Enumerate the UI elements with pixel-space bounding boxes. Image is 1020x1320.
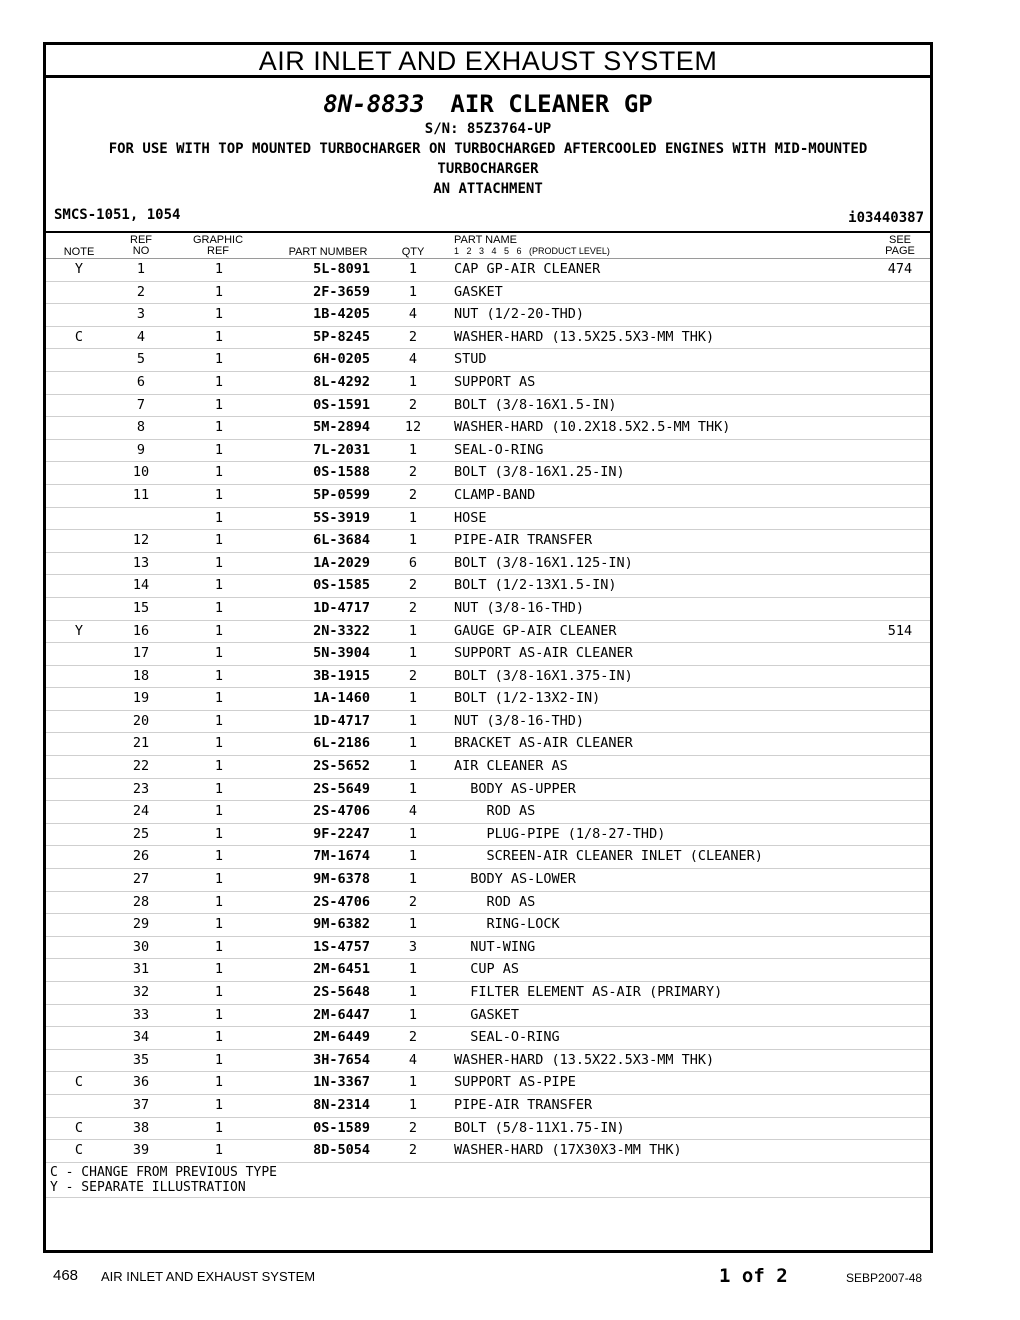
graphic-ref-cell: 1 bbox=[214, 464, 224, 481]
part-number-cell: 0S-1589 bbox=[313, 1119, 370, 1136]
part-number-cell: 5N-3904 bbox=[313, 645, 370, 662]
table-row bbox=[46, 711, 930, 734]
smcs-codes: SMCS-1051, 1054 bbox=[54, 207, 181, 223]
graphic-ref-cell: 1 bbox=[214, 509, 224, 526]
graphic-ref-cell: 1 bbox=[214, 283, 224, 300]
part-name-cell: GASKET bbox=[454, 283, 503, 300]
part-number-cell: 8N-2314 bbox=[313, 1096, 370, 1113]
table-row bbox=[46, 417, 930, 440]
part-number-cell: 2S-4706 bbox=[313, 803, 370, 820]
table-row bbox=[46, 621, 930, 644]
note-cell: Y bbox=[74, 261, 84, 277]
graphic-ref-cell: 1 bbox=[214, 577, 224, 594]
part-number-cell: 2S-5649 bbox=[313, 780, 370, 797]
footer-page-number: 468 bbox=[53, 1267, 79, 1284]
ref-no-cell: 32 bbox=[132, 984, 150, 1000]
graphic-ref-cell: 1 bbox=[214, 306, 224, 323]
part-name-cell: NUT-WING bbox=[454, 938, 536, 955]
ref-no-cell: 31 bbox=[132, 961, 150, 978]
graphic-ref-cell: 1 bbox=[214, 961, 224, 978]
part-number-cell: 9F-2247 bbox=[313, 825, 370, 842]
qty-cell: 1 bbox=[408, 871, 418, 888]
notes-legend bbox=[46, 1163, 930, 1198]
ref-no-cell: 4 bbox=[136, 328, 146, 345]
group-part-number: 8N-8833 bbox=[323, 90, 425, 118]
ref-no-cell: 26 bbox=[132, 848, 150, 865]
qty-cell: 1 bbox=[408, 1074, 418, 1091]
qty-cell: 2 bbox=[408, 667, 418, 684]
note-cell: C bbox=[74, 1119, 84, 1136]
part-name-cell: PIPE-AIR TRANSFER bbox=[454, 1096, 593, 1113]
table-row bbox=[46, 982, 930, 1005]
graphic-ref-cell: 1 bbox=[214, 554, 224, 571]
part-name-cell: BOLT (3/8-16X1.125-IN) bbox=[454, 554, 633, 571]
part-name-cell: BRACKET AS-AIR CLEANER bbox=[454, 735, 633, 752]
note-cell: C bbox=[74, 1074, 84, 1091]
table-row bbox=[46, 598, 930, 621]
table-row bbox=[46, 553, 930, 576]
qty-cell: 1 bbox=[408, 1006, 418, 1023]
table-row bbox=[46, 892, 930, 915]
qty-cell: 2 bbox=[408, 577, 418, 594]
table-row bbox=[46, 575, 930, 598]
column-header-note: NOTE bbox=[63, 246, 95, 258]
graphic-ref-cell: 1 bbox=[214, 712, 224, 729]
qty-cell: 1 bbox=[408, 984, 418, 1000]
ref-no-cell: 1 bbox=[136, 261, 146, 277]
table-row bbox=[46, 258, 930, 282]
part-number-cell: 6L-3684 bbox=[313, 532, 370, 549]
part-name-cell: BOLT (1/2-13X2-IN) bbox=[454, 690, 601, 707]
qty-cell: 3 bbox=[408, 938, 418, 955]
system-title: AIR INLET AND EXHAUST SYSTEM bbox=[46, 45, 930, 78]
footer-doc-id: SEBP2007-48 bbox=[846, 1271, 923, 1285]
graphic-ref-cell: 1 bbox=[214, 645, 224, 662]
ref-no-cell: 16 bbox=[132, 622, 150, 639]
graphic-ref-cell: 1 bbox=[214, 622, 224, 639]
ref-no-cell: 23 bbox=[132, 780, 150, 797]
ref-no-cell: 18 bbox=[132, 667, 150, 684]
note-cell: Y bbox=[74, 622, 84, 639]
qty-cell: 2 bbox=[408, 893, 418, 910]
ref-no-cell: 7 bbox=[136, 396, 146, 413]
qty-cell: 2 bbox=[408, 396, 418, 413]
qty-cell: 1 bbox=[408, 1096, 418, 1113]
graphic-ref-cell: 1 bbox=[214, 1029, 224, 1046]
part-number-cell: 2N-3322 bbox=[313, 622, 370, 639]
part-name-cell: AIR CLEANER AS bbox=[454, 758, 568, 775]
ref-no-cell: 39 bbox=[132, 1142, 150, 1159]
table-row bbox=[46, 462, 930, 485]
part-number-cell: 2M-6451 bbox=[313, 961, 370, 978]
qty-cell: 12 bbox=[404, 419, 422, 436]
table-row bbox=[46, 372, 930, 395]
ref-no-cell: 15 bbox=[132, 599, 150, 616]
qty-cell: 1 bbox=[408, 532, 418, 549]
ref-no-cell: 9 bbox=[136, 441, 146, 458]
table-row bbox=[46, 733, 930, 756]
ref-no-cell: 22 bbox=[132, 758, 150, 775]
part-number-cell: 1S-4757 bbox=[313, 938, 370, 955]
ref-no-cell: 25 bbox=[132, 825, 150, 842]
graphic-ref-cell: 1 bbox=[214, 396, 224, 413]
part-number-cell: 9M-6382 bbox=[313, 916, 370, 933]
see-page-cell: 474 bbox=[887, 261, 913, 277]
graphic-ref-cell: 1 bbox=[214, 373, 224, 390]
table-row bbox=[46, 959, 930, 982]
graphic-ref-cell: 1 bbox=[214, 599, 224, 616]
part-name-cell: WASHER-HARD (10.2X18.5X2.5-MM THK) bbox=[454, 419, 731, 436]
qty-cell: 1 bbox=[408, 961, 418, 978]
part-number-cell: 7L-2031 bbox=[313, 441, 370, 458]
column-header-graphic-ref: GRAPHIC REF bbox=[192, 234, 244, 257]
part-name-cell: NUT (3/8-16-THD) bbox=[454, 599, 585, 616]
part-name-cell: CUP AS bbox=[454, 961, 520, 978]
part-number-cell: 1A-2029 bbox=[313, 554, 370, 571]
column-header-see-page: SEE PAGE bbox=[885, 234, 915, 257]
legend-item: C - CHANGE FROM PREVIOUS TYPE bbox=[50, 1164, 277, 1180]
footer-page-of: 1 of 2 bbox=[719, 1265, 788, 1287]
part-number-cell: 9M-6378 bbox=[313, 871, 370, 888]
part-number-cell: 2M-6449 bbox=[313, 1029, 370, 1046]
part-name-cell: NUT (1/2-20-THD) bbox=[454, 306, 585, 323]
ref-no-cell: 21 bbox=[132, 735, 150, 752]
part-name-cell: NUT (3/8-16-THD) bbox=[454, 712, 585, 729]
note-cell: C bbox=[74, 1142, 84, 1159]
table-row bbox=[46, 1140, 930, 1163]
part-number-cell: 8D-5054 bbox=[313, 1142, 370, 1159]
part-number-cell: 3H-7654 bbox=[313, 1051, 370, 1068]
illustration-id: i03440387 bbox=[848, 210, 924, 226]
column-header-part-number: PART NUMBER bbox=[288, 246, 368, 258]
table-row bbox=[46, 1095, 930, 1118]
table-row bbox=[46, 688, 930, 711]
graphic-ref-cell: 1 bbox=[214, 351, 224, 368]
qty-cell: 1 bbox=[408, 441, 418, 458]
part-number-cell: 8L-4292 bbox=[313, 373, 370, 390]
legend-item: Y - SEPARATE ILLUSTRATION bbox=[50, 1179, 246, 1195]
part-name-cell: BOLT (5/8-11X1.75-IN) bbox=[454, 1119, 625, 1136]
part-name-cell: GASKET bbox=[454, 1006, 520, 1023]
part-number-cell: 7M-1674 bbox=[313, 848, 370, 865]
ref-no-cell: 28 bbox=[132, 893, 150, 910]
ref-no-cell: 5 bbox=[136, 351, 146, 368]
part-number-cell: 1D-4717 bbox=[313, 599, 370, 616]
part-name-cell: SUPPORT AS-PIPE bbox=[454, 1074, 576, 1091]
ref-no-cell: 27 bbox=[132, 871, 150, 888]
part-number-cell: 6L-2186 bbox=[313, 735, 370, 752]
graphic-ref-cell: 1 bbox=[214, 893, 224, 910]
table-row bbox=[46, 643, 930, 666]
qty-cell: 2 bbox=[408, 599, 418, 616]
column-header-ref-no: REF NO bbox=[130, 234, 152, 257]
qty-cell: 1 bbox=[408, 261, 418, 277]
qty-cell: 1 bbox=[408, 848, 418, 865]
part-number-cell: 0S-1585 bbox=[313, 577, 370, 594]
qty-cell: 1 bbox=[408, 758, 418, 775]
ref-no-cell: 33 bbox=[132, 1006, 150, 1023]
serial-range: S/N: 85Z3764-UP bbox=[424, 121, 552, 137]
graphic-ref-cell: 1 bbox=[214, 871, 224, 888]
graphic-ref-cell: 1 bbox=[214, 984, 224, 1000]
qty-cell: 1 bbox=[408, 825, 418, 842]
qty-cell: 6 bbox=[408, 554, 418, 571]
column-header-qty: QTY bbox=[401, 246, 425, 258]
table-row bbox=[46, 846, 930, 869]
ref-no-cell: 8 bbox=[136, 419, 146, 436]
parts-table bbox=[46, 258, 930, 1198]
ref-no-cell: 10 bbox=[132, 464, 150, 481]
part-name-cell: RING-LOCK bbox=[454, 916, 560, 933]
ref-no-cell: 14 bbox=[132, 577, 150, 594]
header-divider bbox=[46, 231, 930, 233]
ref-no-cell: 17 bbox=[132, 645, 150, 662]
qty-cell: 4 bbox=[408, 306, 418, 323]
table-row bbox=[46, 1118, 930, 1141]
part-name-cell: CLAMP-BAND bbox=[454, 486, 536, 503]
part-number-cell: 0S-1588 bbox=[313, 464, 370, 481]
table-row bbox=[46, 440, 930, 463]
qty-cell: 1 bbox=[408, 509, 418, 526]
qty-cell: 4 bbox=[408, 351, 418, 368]
part-title bbox=[46, 89, 930, 119]
qty-cell: 2 bbox=[408, 1119, 418, 1136]
part-number-cell: 2S-5652 bbox=[313, 758, 370, 775]
table-row bbox=[46, 395, 930, 418]
graphic-ref-cell: 1 bbox=[214, 735, 224, 752]
table-row bbox=[46, 914, 930, 937]
part-name-cell: PIPE-AIR TRANSFER bbox=[454, 532, 593, 549]
note-cell: C bbox=[74, 328, 84, 345]
part-name-cell: WASHER-HARD (13.5X25.5X3-MM THK) bbox=[454, 328, 715, 345]
attachment-note: AN ATTACHMENT bbox=[433, 181, 543, 197]
table-row bbox=[46, 282, 930, 305]
graphic-ref-cell: 1 bbox=[214, 780, 224, 797]
qty-cell: 1 bbox=[408, 735, 418, 752]
parts-page-frame bbox=[43, 42, 933, 1253]
part-number-cell: 1D-4717 bbox=[313, 712, 370, 729]
part-header bbox=[46, 89, 930, 199]
ref-no-cell: 6 bbox=[136, 373, 146, 390]
table-row bbox=[46, 1072, 930, 1095]
part-number-cell: 2M-6447 bbox=[313, 1006, 370, 1023]
table-row bbox=[46, 1027, 930, 1050]
graphic-ref-cell: 1 bbox=[214, 532, 224, 549]
ref-no-cell: 38 bbox=[132, 1119, 150, 1136]
qty-cell: 1 bbox=[408, 690, 418, 707]
part-name-cell: SEAL-O-RING bbox=[454, 441, 544, 458]
qty-cell: 2 bbox=[408, 464, 418, 481]
table-row bbox=[46, 869, 930, 892]
table-row bbox=[46, 485, 930, 508]
qty-cell: 2 bbox=[408, 486, 418, 503]
part-number-cell: 1N-3367 bbox=[313, 1074, 370, 1091]
ref-no-cell: 13 bbox=[132, 554, 150, 571]
ref-no-cell: 29 bbox=[132, 916, 150, 933]
part-name-cell: ROD AS bbox=[454, 803, 536, 820]
part-name-cell: SUPPORT AS bbox=[454, 373, 536, 390]
part-name-cell: WASHER-HARD (13.5X22.5X3-MM THK) bbox=[454, 1051, 715, 1068]
part-number-cell: 2S-4706 bbox=[313, 893, 370, 910]
qty-cell: 1 bbox=[408, 373, 418, 390]
table-row bbox=[46, 666, 930, 689]
graphic-ref-cell: 1 bbox=[214, 690, 224, 707]
part-name-cell: GAUGE GP-AIR CLEANER bbox=[454, 622, 617, 639]
part-name-cell: PLUG-PIPE (1/8-27-THD) bbox=[454, 825, 666, 842]
part-name-cell: HOSE bbox=[454, 509, 487, 526]
graphic-ref-cell: 1 bbox=[214, 1119, 224, 1136]
part-name-cell: BOLT (3/8-16X1.375-IN) bbox=[454, 667, 633, 684]
part-name-cell: BOLT (3/8-16X1.5-IN) bbox=[454, 396, 617, 413]
table-row bbox=[46, 824, 930, 847]
graphic-ref-cell: 1 bbox=[214, 758, 224, 775]
ref-no-cell: 37 bbox=[132, 1096, 150, 1113]
table-row bbox=[46, 1050, 930, 1073]
part-number-cell: 3B-1915 bbox=[313, 667, 370, 684]
ref-no-cell: 11 bbox=[132, 486, 150, 503]
see-page-cell: 514 bbox=[887, 622, 913, 639]
part-number-cell: 0S-1591 bbox=[313, 396, 370, 413]
qty-cell: 4 bbox=[408, 1051, 418, 1068]
ref-no-cell: 2 bbox=[136, 283, 146, 300]
part-name-label: PART NAME bbox=[454, 234, 517, 246]
graphic-ref-cell: 1 bbox=[214, 825, 224, 842]
part-number-cell: 6H-0205 bbox=[313, 351, 370, 368]
ref-no-cell: 30 bbox=[132, 938, 150, 955]
graphic-ref-cell: 1 bbox=[214, 916, 224, 933]
ref-no-cell: 35 bbox=[132, 1051, 150, 1068]
table-row bbox=[46, 756, 930, 779]
ref-no-cell: 19 bbox=[132, 690, 150, 707]
graphic-ref-cell: 1 bbox=[214, 419, 224, 436]
graphic-ref-cell: 1 bbox=[214, 803, 224, 820]
part-name-cell: CAP GP-AIR CLEANER bbox=[454, 261, 601, 277]
table-row bbox=[46, 327, 930, 350]
part-name-cell: WASHER-HARD (17X30X3-MM THK) bbox=[454, 1142, 682, 1159]
qty-cell: 1 bbox=[408, 712, 418, 729]
graphic-ref-cell: 1 bbox=[214, 1096, 224, 1113]
table-row bbox=[46, 937, 930, 960]
part-name-cell: BODY AS-LOWER bbox=[454, 871, 576, 888]
graphic-ref-cell: 1 bbox=[214, 1006, 224, 1023]
column-header-part-name bbox=[454, 235, 754, 257]
graphic-ref-cell: 1 bbox=[214, 1074, 224, 1091]
part-name-cell: SEAL-O-RING bbox=[454, 1029, 560, 1046]
ref-no-cell: 12 bbox=[132, 532, 150, 549]
graphic-ref-cell: 1 bbox=[214, 667, 224, 684]
part-number-cell: 5S-3919 bbox=[313, 509, 370, 526]
part-number-cell: 2S-5648 bbox=[313, 984, 370, 1000]
graphic-ref-cell: 1 bbox=[214, 486, 224, 503]
group-part-name: AIR CLEANER GP bbox=[450, 90, 653, 118]
graphic-ref-cell: 1 bbox=[214, 261, 224, 277]
part-name-cell: SUPPORT AS-AIR CLEANER bbox=[454, 645, 633, 662]
part-number-cell: 5M-2894 bbox=[313, 419, 370, 436]
table-row bbox=[46, 349, 930, 372]
part-number-cell: 5P-8245 bbox=[313, 328, 370, 345]
footer-section: AIR INLET AND EXHAUST SYSTEM bbox=[101, 1269, 316, 1284]
table-row bbox=[46, 530, 930, 553]
for-use-note: FOR USE WITH TOP MOUNTED TURBOCHARGER ON TURBOCHARGED AFTERCOOLED ENGINES WITH MID-MOUNTED TURBOCHARGER bbox=[108, 141, 868, 177]
table-row bbox=[46, 801, 930, 824]
qty-cell: 1 bbox=[408, 645, 418, 662]
graphic-ref-cell: 1 bbox=[214, 938, 224, 955]
qty-cell: 1 bbox=[408, 916, 418, 933]
part-name-cell: SCREEN-AIR CLEANER INLET (CLEANER) bbox=[454, 848, 763, 865]
part-name-cell: BOLT (3/8-16X1.25-IN) bbox=[454, 464, 625, 481]
ref-no-cell: 20 bbox=[132, 712, 150, 729]
part-name-cell: STUD bbox=[454, 351, 487, 368]
ref-no-cell: 24 bbox=[132, 803, 150, 820]
part-number-cell: 5P-0599 bbox=[313, 486, 370, 503]
ref-no-cell: 3 bbox=[136, 306, 146, 323]
part-number-cell: 2F-3659 bbox=[313, 283, 370, 300]
product-level-label: 1 2 3 4 5 6 (PRODUCT LEVEL) bbox=[454, 246, 610, 256]
graphic-ref-cell: 1 bbox=[214, 441, 224, 458]
table-row bbox=[46, 1005, 930, 1028]
part-name-cell: ROD AS bbox=[454, 893, 536, 910]
ref-no-cell: 34 bbox=[132, 1029, 150, 1046]
table-row bbox=[46, 779, 930, 802]
graphic-ref-cell: 1 bbox=[214, 328, 224, 345]
qty-cell: 2 bbox=[408, 1029, 418, 1046]
table-row bbox=[46, 508, 930, 531]
qty-cell: 4 bbox=[408, 803, 418, 820]
qty-cell: 1 bbox=[408, 622, 418, 639]
part-number-cell: 1A-1460 bbox=[313, 690, 370, 707]
ref-no-cell: 36 bbox=[132, 1074, 150, 1091]
qty-cell: 2 bbox=[408, 328, 418, 345]
part-number-cell: 1B-4205 bbox=[313, 306, 370, 323]
qty-cell: 1 bbox=[408, 283, 418, 300]
graphic-ref-cell: 1 bbox=[214, 1142, 224, 1159]
part-number-cell: 5L-8091 bbox=[313, 261, 370, 277]
qty-cell: 2 bbox=[408, 1142, 418, 1159]
part-name-cell: FILTER ELEMENT AS-AIR (PRIMARY) bbox=[454, 984, 723, 1000]
part-name-cell: BOLT (1/2-13X1.5-IN) bbox=[454, 577, 617, 594]
part-name-cell: BODY AS-UPPER bbox=[454, 780, 576, 797]
graphic-ref-cell: 1 bbox=[214, 1051, 224, 1068]
graphic-ref-cell: 1 bbox=[214, 848, 224, 865]
table-row bbox=[46, 304, 930, 327]
qty-cell: 1 bbox=[408, 780, 418, 797]
